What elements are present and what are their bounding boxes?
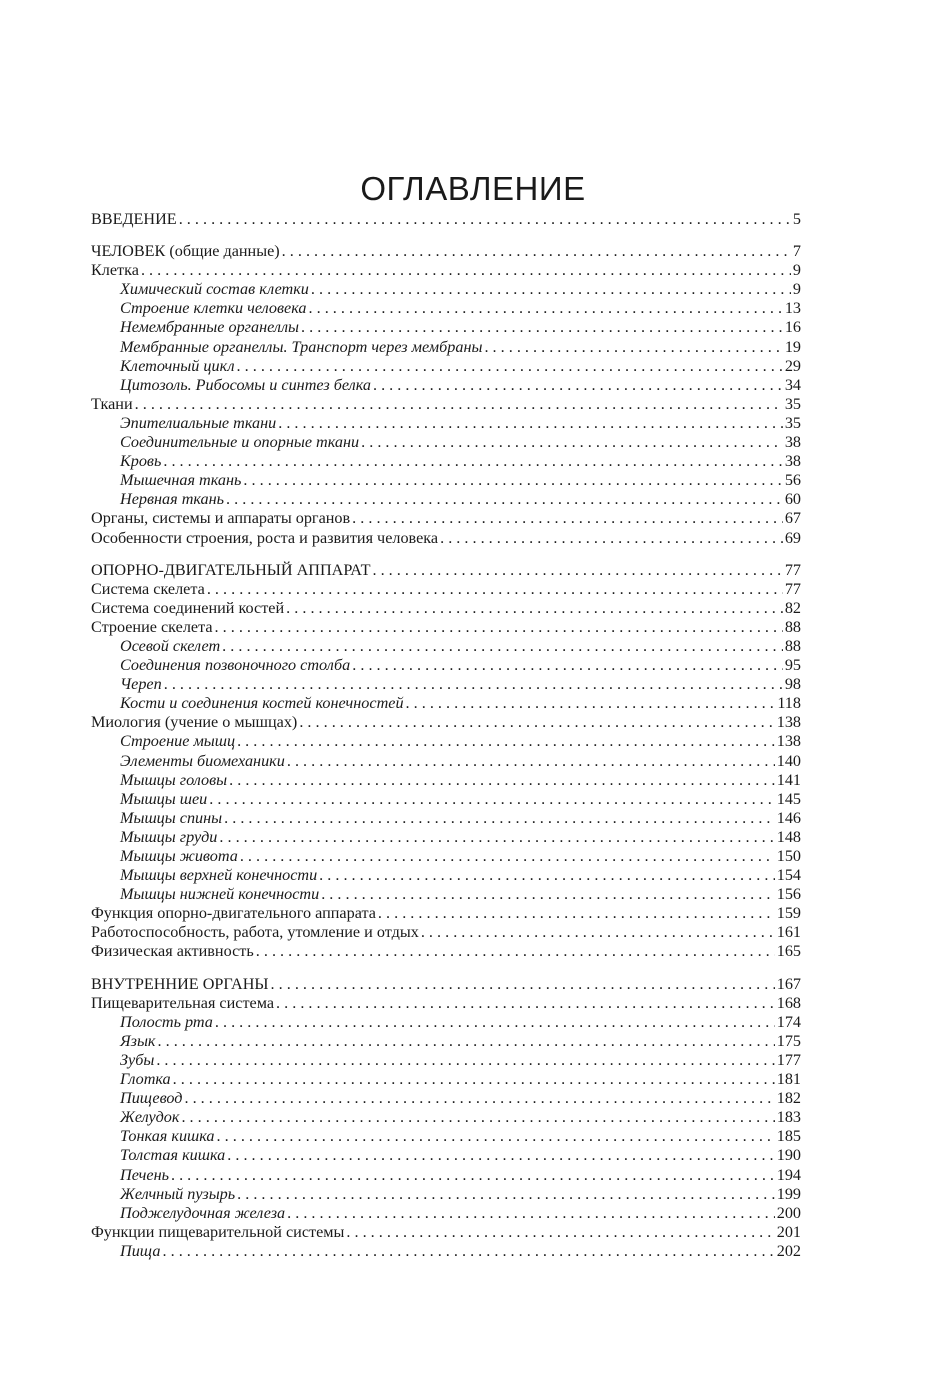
toc-page-number: 82	[784, 598, 801, 617]
toc-entry-label: Полость рта	[120, 1012, 213, 1031]
toc-page-number: 146	[776, 808, 801, 827]
toc-entry-label: Мышцы груди	[120, 827, 218, 846]
toc-page-number: 140	[776, 751, 801, 770]
toc-subentry[interactable]	[91, 318, 801, 337]
toc-entry-label: Цитозоль. Рибосомы и синтез белка	[120, 375, 371, 394]
dot-leader	[207, 580, 783, 599]
toc-subentry[interactable]	[91, 1108, 801, 1127]
toc-entry-label: Пищевод	[120, 1089, 183, 1108]
toc-entry-label: Клеточный цикл	[120, 356, 235, 375]
toc-entry-label: Мышцы верхней конечности	[120, 866, 318, 885]
toc-entry-label: Органы, системы и аппараты органов	[91, 509, 351, 528]
toc-page-number: 9	[792, 280, 801, 299]
toc-entry-label: Мышцы спины	[120, 808, 223, 827]
toc-entry[interactable]	[91, 529, 801, 548]
dot-leader	[243, 471, 782, 490]
toc-subentry[interactable]	[91, 656, 801, 675]
toc-entry[interactable]	[91, 509, 801, 528]
toc-page-number: 177	[776, 1050, 801, 1069]
toc-entry-label: Физическая активность	[91, 942, 254, 961]
dot-leader	[361, 433, 783, 452]
toc-page-number: 185	[776, 1127, 801, 1146]
toc-subentry[interactable]	[91, 471, 801, 490]
toc-entry-label: Пищеварительная система	[91, 993, 275, 1012]
toc-subentry[interactable]	[91, 694, 801, 713]
toc-page-number: 159	[776, 904, 801, 923]
toc-page-number: 138	[776, 732, 801, 751]
toc-page-number: 202	[776, 1241, 801, 1260]
toc-entry-label: Кровь	[120, 452, 162, 471]
dot-leader	[217, 1127, 775, 1146]
toc-entry[interactable]	[91, 1223, 801, 1242]
toc-page-number: 98	[784, 675, 801, 694]
toc-entry-label: Пища	[120, 1241, 161, 1260]
toc-entry-label: Нервная ткань	[120, 490, 225, 509]
toc-page-number: 148	[776, 827, 801, 846]
dot-leader	[278, 414, 783, 433]
toc-entry[interactable]	[91, 395, 801, 414]
toc-entry[interactable]	[91, 618, 801, 637]
dot-leader	[135, 395, 783, 414]
toc-page-number: 16	[784, 318, 801, 337]
toc-entry-label: Функция опорно-двигательного аппарата	[91, 904, 376, 923]
toc-subentry[interactable]	[91, 299, 801, 318]
dot-leader	[309, 299, 783, 318]
dot-leader	[156, 1051, 774, 1070]
dot-leader	[311, 280, 791, 299]
toc-entry-label: Немембранные органеллы	[120, 318, 299, 337]
toc-entry-label: Кости и соединения костей конечностей	[120, 694, 404, 713]
toc-page-number: 165	[776, 942, 801, 961]
dot-leader	[319, 866, 775, 885]
dot-leader	[276, 994, 775, 1013]
toc-subentry[interactable]	[91, 1204, 801, 1223]
toc-page-number: 88	[784, 617, 801, 636]
dot-leader	[373, 376, 783, 395]
dot-leader	[406, 694, 776, 713]
toc-entry[interactable]	[91, 994, 801, 1013]
toc-page-number: 156	[776, 885, 801, 904]
dot-leader	[256, 942, 775, 961]
dot-leader	[163, 1242, 775, 1261]
toc-entry-label: Мышцы головы	[120, 770, 228, 789]
toc-page-number: 167	[776, 974, 801, 993]
toc-entry-label: Мышцы живота	[120, 847, 238, 865]
dot-leader	[378, 904, 775, 923]
toc-entry[interactable]	[91, 975, 801, 994]
toc-page-number: 138	[776, 713, 801, 732]
toc-page-number: 181	[776, 1070, 801, 1089]
toc-subentry[interactable]	[91, 490, 801, 509]
toc-entry-label: Работоспособность, работа, утомление и отдых	[91, 923, 419, 942]
toc-page-number: 183	[776, 1108, 801, 1127]
toc-page-number: 182	[776, 1089, 801, 1108]
dot-leader	[321, 885, 775, 904]
toc-page-number: 29	[784, 356, 801, 375]
toc-entry-label: Толстая кишка	[120, 1146, 226, 1165]
toc-entry-label: ВВЕДЕНИЕ	[91, 210, 177, 228]
toc-page-number: 35	[784, 413, 801, 432]
toc-page-number: 150	[776, 847, 801, 865]
toc-page-number: 194	[776, 1165, 801, 1184]
toc-entry-label: Строение мышц	[120, 732, 236, 751]
toc-subentry[interactable]	[91, 1032, 801, 1051]
toc-subentry[interactable]	[91, 771, 801, 790]
toc-entry-label: Строение клетки человека	[120, 299, 307, 318]
toc-page-number: 168	[776, 993, 801, 1012]
dot-leader	[346, 1223, 774, 1242]
toc-page-number: 19	[784, 337, 801, 356]
toc-entry[interactable]	[91, 210, 801, 229]
dot-leader	[184, 1089, 774, 1108]
toc-entry-label: Печень	[120, 1165, 169, 1184]
toc-entry-label: Соединения позвоночного столба	[120, 656, 351, 675]
page-title: ОГЛАВЛЕНИЕ	[360, 170, 586, 208]
dot-leader	[226, 490, 783, 509]
toc-subentry[interactable]	[91, 338, 801, 357]
toc-subentry[interactable]	[91, 1185, 801, 1204]
dot-leader	[287, 752, 775, 771]
toc-entry-label: Функции пищеварительной системы	[91, 1222, 345, 1241]
toc-entry-label: Клетка	[91, 261, 139, 280]
dot-leader	[352, 656, 783, 675]
toc-page-number: 69	[784, 528, 801, 547]
toc-section	[91, 561, 801, 962]
toc-entry-label: Тонкая кишка	[120, 1127, 215, 1146]
dot-leader	[237, 732, 775, 751]
toc-entry-label: Желчный пузырь	[120, 1184, 236, 1203]
toc-entry[interactable]	[91, 580, 801, 599]
dot-leader	[301, 318, 783, 337]
toc-page-number: 77	[784, 579, 801, 598]
toc-page-number: 141	[776, 770, 801, 789]
toc-subentry[interactable]	[91, 847, 801, 866]
dot-leader	[287, 1204, 775, 1223]
toc-entry-label: Система скелета	[91, 579, 205, 598]
toc-entry-label: Эпителиальные ткани	[120, 413, 277, 432]
dot-leader	[372, 561, 782, 580]
dot-leader	[163, 452, 782, 471]
toc-entry-label: Поджелудочная железа	[120, 1203, 286, 1222]
dot-leader	[181, 1108, 774, 1127]
dot-leader	[271, 975, 775, 994]
dot-leader	[352, 509, 783, 528]
toc-entry-label: Мышечная ткань	[120, 471, 242, 490]
toc-section	[91, 210, 801, 229]
toc-subentry[interactable]	[91, 790, 801, 809]
toc-entry[interactable]	[91, 713, 801, 732]
toc-page-number: 118	[777, 694, 801, 713]
toc-entry[interactable]	[91, 923, 801, 942]
toc-entry[interactable]	[91, 242, 801, 261]
toc-page-number: 35	[784, 394, 801, 413]
toc-page-number: 174	[776, 1012, 801, 1031]
toc-entry-label: Элементы биомеханики	[120, 751, 285, 770]
toc-page-number: 38	[784, 452, 801, 471]
toc-entry-label: Желудок	[120, 1108, 180, 1127]
dot-leader	[237, 1185, 775, 1204]
toc-entry-label: Язык	[120, 1031, 156, 1050]
toc-subentry[interactable]	[91, 637, 801, 656]
dot-leader	[484, 338, 782, 357]
dot-leader	[240, 847, 775, 866]
toc-entry[interactable]	[91, 904, 801, 923]
toc-entry-label: Система соединений костей	[91, 598, 285, 617]
dot-leader	[215, 1013, 775, 1032]
toc-page-number: 67	[784, 509, 801, 528]
toc-entry[interactable]	[91, 261, 801, 280]
toc-entry-label: Зубы	[120, 1050, 155, 1069]
toc-entry[interactable]	[91, 942, 801, 961]
dot-leader	[227, 1146, 774, 1165]
toc-page-number: 154	[776, 866, 801, 885]
toc-subentry[interactable]	[91, 1166, 801, 1185]
toc-subentry[interactable]	[91, 752, 801, 771]
toc-subentry[interactable]	[91, 376, 801, 395]
toc-subentry[interactable]	[91, 452, 801, 471]
toc-entry-label: Соединительные и опорные ткани	[120, 433, 360, 452]
toc-subentry[interactable]	[91, 732, 801, 751]
dot-leader	[158, 1032, 775, 1051]
dot-leader	[286, 599, 783, 618]
toc-section	[91, 242, 801, 548]
toc-entry-label: Мембранные органеллы. Транспорт через мембраны	[120, 337, 483, 356]
toc-entry-label: ВНУТРЕННИЕ ОРГАНЫ	[91, 974, 269, 993]
toc-subentry[interactable]	[91, 1146, 801, 1165]
toc-page-number: 201	[776, 1222, 801, 1241]
toc-page-number: 77	[784, 560, 801, 579]
toc-subentry[interactable]	[91, 1242, 801, 1261]
toc-subentry[interactable]	[91, 357, 801, 376]
toc-page-number: 145	[776, 789, 801, 808]
toc-subentry[interactable]	[91, 828, 801, 847]
toc-entry-label: Мышцы нижней конечности	[120, 885, 320, 904]
toc-section	[91, 975, 801, 1261]
toc-page-number: 199	[776, 1184, 801, 1203]
toc-subentry[interactable]	[91, 1051, 801, 1070]
dot-leader	[222, 637, 783, 656]
toc-subentry[interactable]	[91, 414, 801, 433]
toc-entry-label: ОПОРНО-ДВИГАТЕЛЬНЫЙ АППАРАТ	[91, 560, 371, 579]
dot-leader	[219, 828, 774, 847]
dot-leader	[209, 790, 774, 809]
dot-leader	[141, 261, 791, 280]
toc-entry-label: Осевой скелет	[120, 636, 221, 655]
dot-leader	[171, 1166, 775, 1185]
toc-subentry[interactable]	[91, 1070, 801, 1089]
toc-entry-label: Мышцы шеи	[120, 789, 208, 808]
table-of-contents	[91, 210, 801, 1261]
dot-leader	[421, 923, 775, 942]
toc-page-number: 5	[792, 210, 801, 228]
dot-leader	[224, 809, 775, 828]
dot-leader	[440, 529, 783, 548]
toc-page-number: 38	[784, 433, 801, 452]
toc-page-number: 88	[784, 636, 801, 655]
toc-page-number: 60	[784, 490, 801, 509]
toc-page-number: 200	[776, 1203, 801, 1222]
dot-leader	[215, 618, 783, 637]
toc-entry[interactable]	[91, 561, 801, 580]
toc-entry-label: Ткани	[91, 394, 133, 413]
toc-entry-label: Череп	[120, 675, 162, 694]
toc-page-number: 7	[792, 242, 801, 261]
toc-page-number: 34	[784, 375, 801, 394]
toc-page-number: 161	[776, 923, 801, 942]
dot-leader	[173, 1070, 775, 1089]
dot-leader	[179, 210, 791, 229]
toc-entry-label: Химический состав клетки	[120, 280, 309, 299]
toc-entry-label: Глотка	[120, 1070, 171, 1089]
toc-entry-label: Особенности строения, роста и развития человека	[91, 528, 439, 547]
toc-subentry[interactable]	[91, 1089, 801, 1108]
toc-subentry[interactable]	[91, 1127, 801, 1146]
dot-leader	[229, 771, 775, 790]
toc-page-number: 13	[784, 299, 801, 318]
toc-entry[interactable]	[91, 599, 801, 618]
toc-entry-label: ЧЕЛОВЕК (общие данные)	[91, 242, 280, 261]
toc-subentry[interactable]	[91, 433, 801, 452]
toc-page-number: 175	[776, 1031, 801, 1050]
toc-subentry[interactable]	[91, 675, 801, 694]
toc-page-number: 95	[784, 656, 801, 675]
dot-leader	[237, 357, 783, 376]
dot-leader	[299, 713, 774, 732]
toc-page-number: 9	[792, 261, 801, 280]
dot-leader	[282, 242, 791, 261]
toc-subentry[interactable]	[91, 885, 801, 904]
toc-entry-label: Миология (учение о мышцах)	[91, 713, 298, 732]
toc-page-number: 190	[776, 1146, 801, 1165]
toc-entry-label: Строение скелета	[91, 617, 213, 636]
toc-subentry[interactable]	[91, 866, 801, 885]
toc-subentry[interactable]	[91, 1013, 801, 1032]
toc-subentry[interactable]	[91, 809, 801, 828]
toc-subentry[interactable]	[91, 280, 801, 299]
dot-leader	[164, 675, 783, 694]
toc-page-number: 56	[784, 471, 801, 490]
